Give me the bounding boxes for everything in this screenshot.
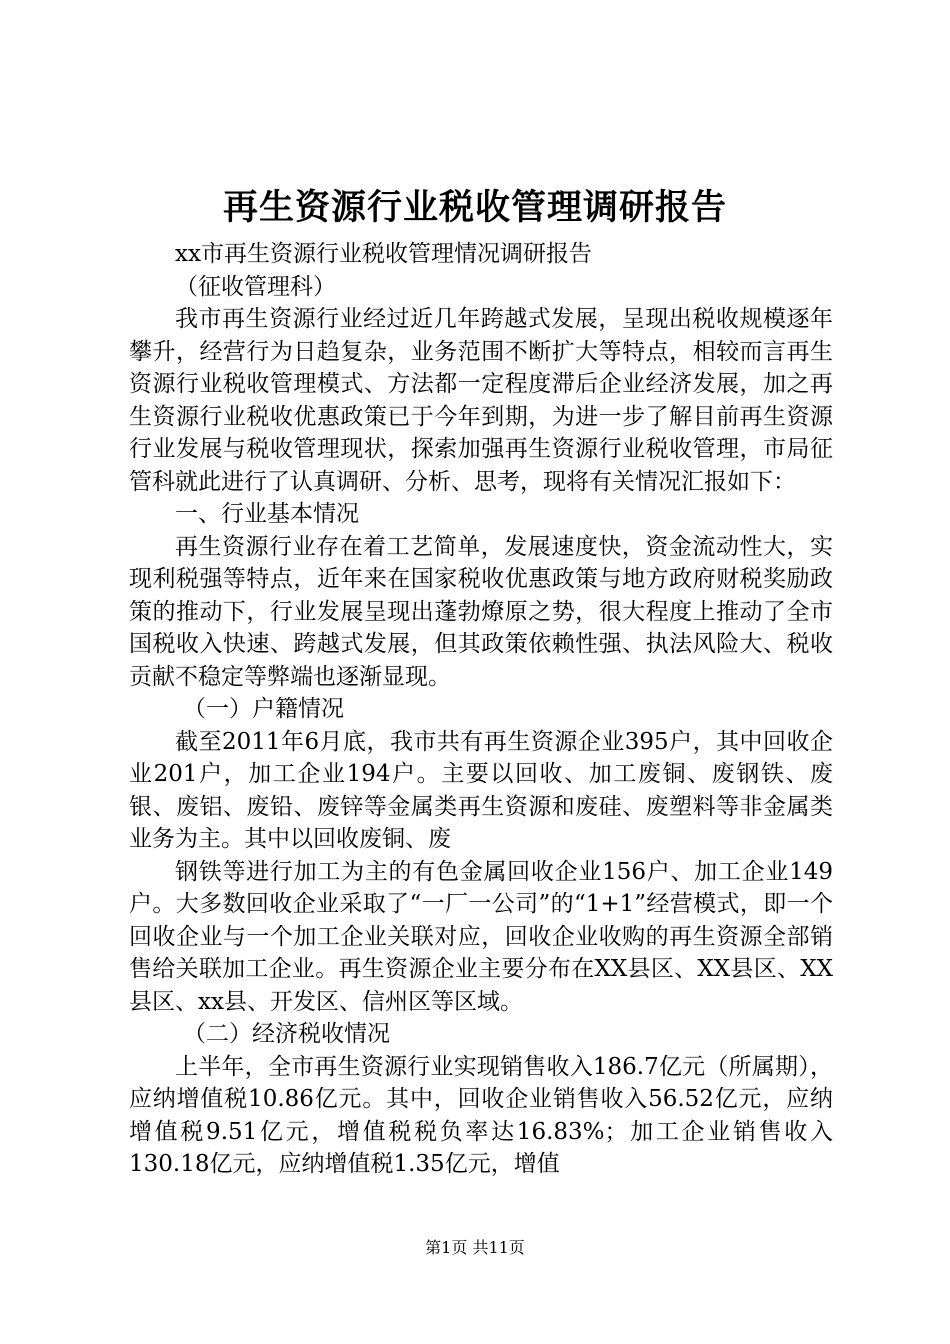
intro-paragraph: 我市再生资源行业经过近几年跨越式发展，呈现出税收规模逐年攀升，经营行为日趋复杂，业务范围不断扩大等特点，相较而言再生资源行业税收管理模式、方法都一定程度滞后企业经济发展，加之再生资源行业税收优惠政策已于今年到期，为进一步了解目前再生资源行业发展与税收管理现状，探索加强再生资源行业税收管理，市局征管科就此进行了认真调研、分析、思考，现将有关情况汇报如下： [129,306,833,495]
economy-tax-paragraph: 上半年，全市再生资源行业实现销售收入186.7亿元（所属期），应纳增值税10.86亿元。其中，回收企业销售收入56.52亿元，应纳增值税9.51亿元，增值税税负率达16.83%；加工企业销售收入130.18亿元，应纳增值税1.35亿元，增值 [129,1053,833,1177]
document-title: 再生资源行业税收管理调研报告 [222,187,727,228]
report-subtitle: xx市再生资源行业税收管理情况调研报告 [175,241,592,267]
department-label: （征收管理科） [175,273,336,300]
page-indicator: 第1页 共11页 [425,1238,525,1257]
industry-paragraph: 再生资源行业存在着工艺简单，发展速度快，资金流动性大，实现利税强等特点，近年来在国家税收优惠政策与地方政府财税奖励政策的推动下，行业发展呈现出蓬勃燎原之势，很大程度上推动了全市国税收入快速、跨越式发展，但其政策依赖性强、执法风险大、税收贡献不稳定等弊端也逐渐显现。 [129,533,833,690]
section-heading-1: 一、行业基本情况 [175,501,359,527]
subsection-heading-1: （一）户籍情况 [183,696,344,722]
document-body [129,238,833,1181]
subsection-heading-2: （二）经济税收情况 [183,1021,390,1047]
registry-paragraph: 截至2011年6月底，我市共有再生资源企业395户，其中回收企业201户，加工企业194户。主要以回收、加工废铜、废钢铁、废银、废铝、废铅、废锌等金属类再生资源和废硅、废塑料等非金属类业务为主。其中以回收废铜、废 [129,728,833,852]
registry-paragraph-continued: 钢铁等进行加工为主的有色金属回收企业156户、加工企业149户。大多数回收企业采取了“一厂一公司”的“1+1”经营模式，即一个回收企业与一个加工企业关联对应，回收企业收购的再生资源全部销售给关联加工企业。再生资源企业主要分布在XX县区、XX县区、XX县区、xx县、开发区、信州区等区域。 [129,858,833,1015]
